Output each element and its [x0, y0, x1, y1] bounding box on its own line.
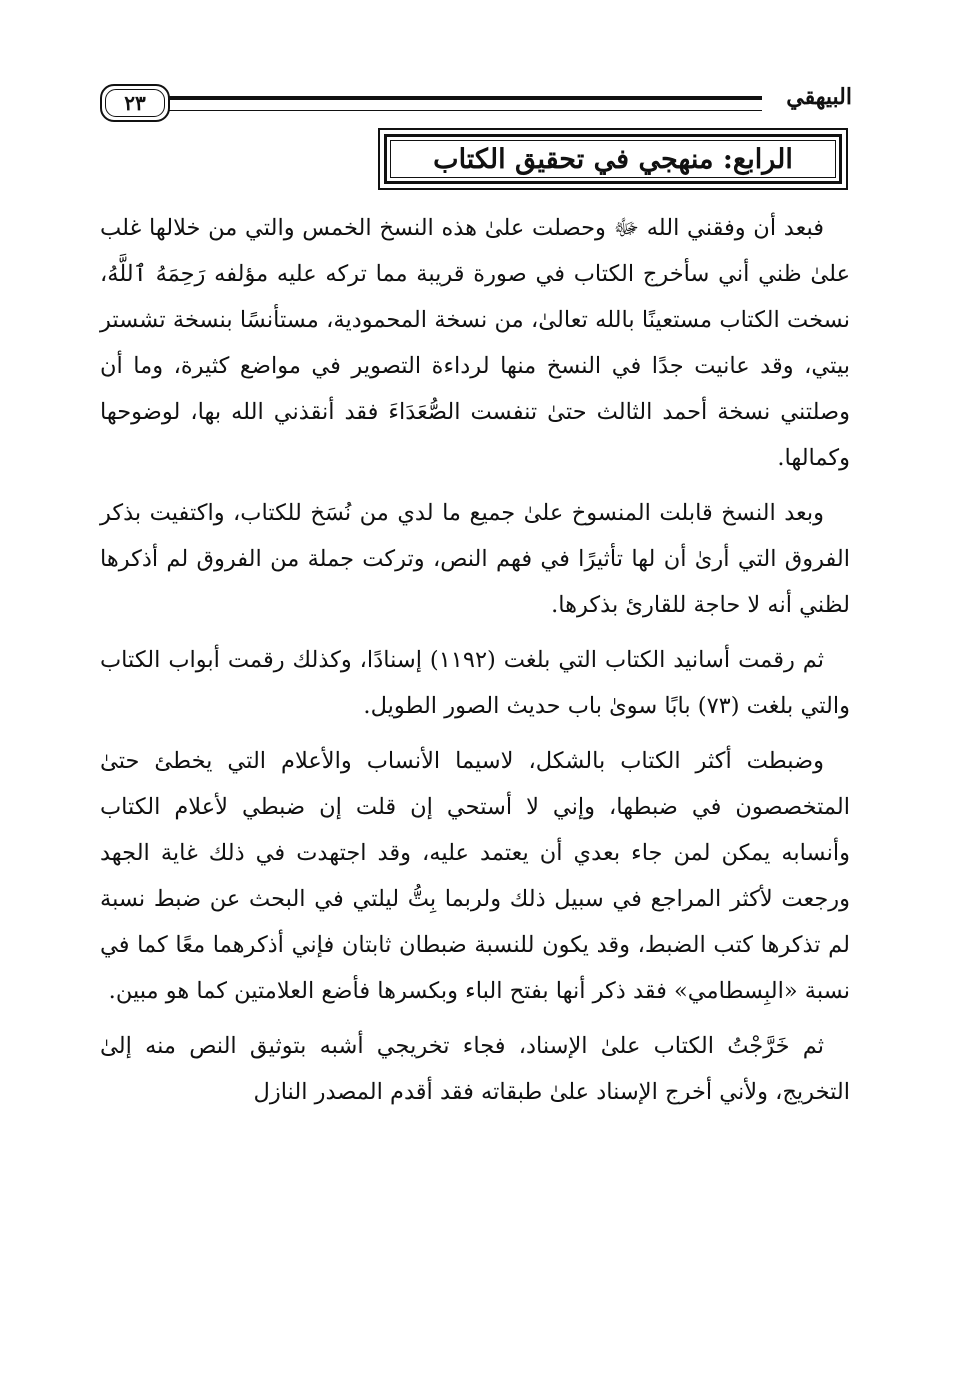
body-text: [100, 205, 850, 1124]
page-number: [100, 84, 170, 122]
paragraph-1: فبعد أن وفقني الله ﷻ وحصلت علىٰ هذه النسخ الخمس والتي من خلالها غلب علىٰ ظني أني سأخرج الكتاب في صورة قريبة مما تركه عليه مؤلفه رَحِمَهُ ٱللَّهُ، نسخت الكتاب مستعينًا بالله تعالىٰ، من نسخة المحمودية، مستأنسًا بنسخة تشستر بيتي، وقد عانيت جدًا في النسخ منها لرداءة التصوير في مواضع كثيرة، وما أن وصلتني نسخة أحمد الثالث حتىٰ تنفست الصُّعَدَاءَ فقد أنقذني الله بها، لوضوحها وكمالها.: [100, 215, 850, 471]
section-title: الرابع: منهجي في تحقيق الكتاب: [433, 143, 793, 175]
header-rule: [168, 96, 762, 111]
paragraph-3: ثم رقمت أسانيد الكتاب التي بلغت (١١٩٢) إسنادًا، وكذلك رقمت أبواب الكتاب والتي بلغت (٧٣) بابًا سوىٰ باب حديث الصور الطويل.: [100, 647, 850, 719]
section-heading-frame: [378, 128, 848, 190]
page-header: [100, 84, 852, 120]
running-title: البيهقي: [786, 84, 852, 110]
paragraph-5: ثم خَرَّجْتُ الكتاب علىٰ الإسناد، فجاء تخريجي أشبه بتوثيق النص منه إلىٰ التخريج، ولأني أخرج الإسناد علىٰ طبقاته فقد أقدم المصدر النازل: [100, 1033, 850, 1105]
paragraph-2: وبعد النسخ قابلت المنسوخ علىٰ جميع ما لدي من نُسَخ للكتاب، واكتفيت بذكر الفروق التي أرىٰ أن لها تأثيرًا في فهم النص، وتركت جملة من الفروق لم أذكرها لظني أنه لا حاجة للقارئ بذكرها.: [100, 500, 850, 618]
page-number-text: ٢٣: [124, 91, 146, 115]
paragraph-4: وضبطت أكثر الكتاب بالشكل، لاسيما الأنساب والأعلام التي يخطئ حتىٰ المتخصصون في ضبطها، وإني لا أستحي إن قلت إن ضبطي لأعلام الكتاب وأنسابه يمكن لمن جاء بعدي أن يعتمد عليه، وقد اجتهدت في ذلك غاية الجهد ورجعت لأكثر المراجع في سبيل ذلك ولربما بِتُّ ليلتي في البحث عن ضبط نسبة لم تذكرها كتب الضبط، وقد يكون للنسبة ضبطان ثابتان فإني أذكرهما معًا كما في نسبة «البِسطامي» فقد ذكر أنها بفتح الباء وبكسرها فأضع العلامتين كما هو مبين.: [100, 748, 850, 1004]
